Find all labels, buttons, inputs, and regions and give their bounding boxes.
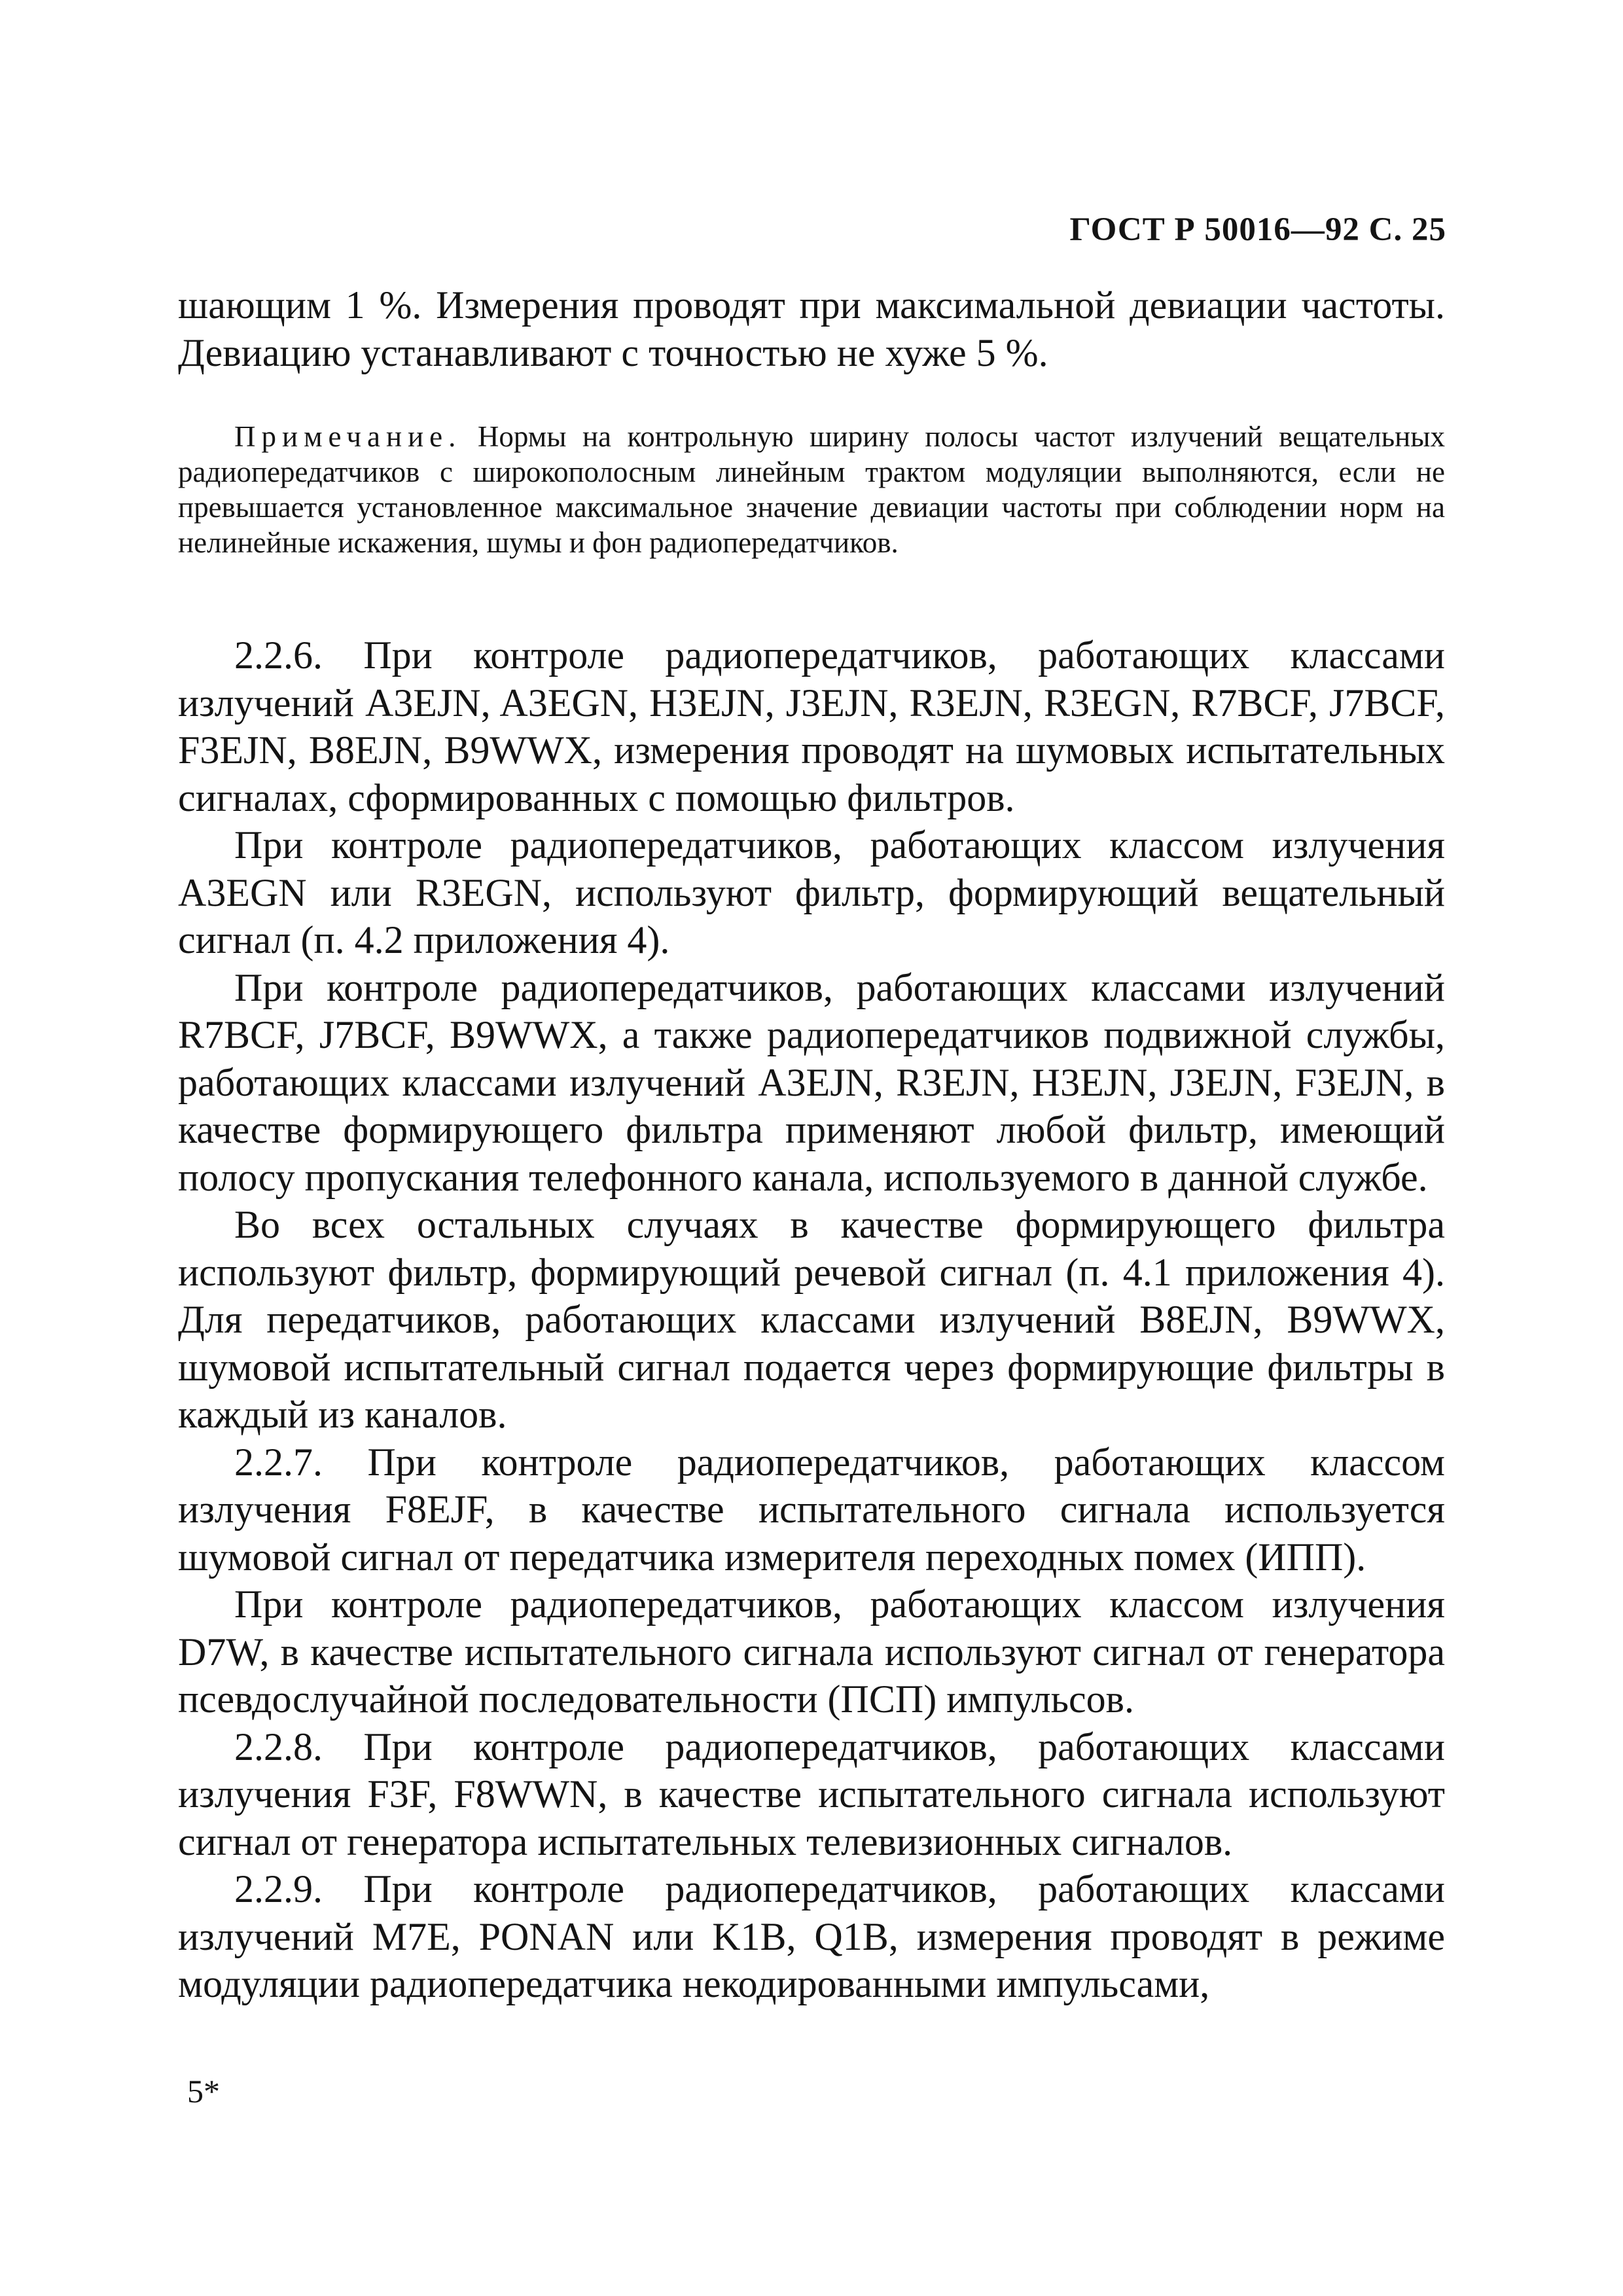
paragraph-2-2-7: 2.2.7. При контроле радиопередатчиков, работающих классом излучения F8EJF, в качестве испытательного сигнала используется шумовой сигнал от передатчика измерителя переходных помех (ИПП).: [178, 1440, 1445, 1579]
main-body: [178, 632, 1445, 2008]
paragraph-d7w: При контроле радиопередатчиков, работающих классом излучения D7W, в качестве испытательного сигнала используют сигнал от генератора псевдослучайной последовательности (ПСП) импульсов.: [178, 1583, 1445, 1721]
intro-paragraph: [178, 281, 1445, 376]
paragraph-other-cases: Во всех остальных случаях в качестве формирующего фильтра используют фильтр, формирующий речевой сигнал (п. 4.1 приложения 4). Для передатчиков, работающих классами излучений B8EJN, B9WWX, шумовой испытательный сигнал подается через формирующие фильтры в каждый из каналов.: [178, 1203, 1445, 1436]
paragraph-mobile-service-filter: При контроле радиопередатчиков, работающих классами излучений R7BCF, J7BCF, B9WWX, а также радиопередатчиков подвижной службы, работающих классами излучений A3EJN, R3EJN, H3EJN, J3EJN, F3EJN, в качестве формирующего фильтра применяют любой фильтр, имеющий полосу пропускания телефонного канала, используемого в данной службе.: [178, 965, 1445, 1199]
page-footer-mark: 5*: [187, 2073, 220, 2109]
intro-text: шающим 1 %. Измерения проводят при максимальной девиации частоты. Девиацию устанавливают с точностью не хуже 5 %.: [178, 283, 1445, 374]
note-block: [178, 419, 1445, 560]
paragraph-2-2-6: 2.2.6. При контроле радиопередатчиков, работающих классами излучений A3EJN, A3EGN, H3EJN, J3EJN, R3EJN, R3EGN, R7BCF, J7BCF, F3EJN, B8EJN, B9WWX, измерения проводят на шумовых испытательных сигналах, сформированных с помощью фильтров.: [178, 634, 1445, 819]
page-header: ГОСТ Р 50016—92 С. 25: [1069, 211, 1446, 248]
note-label: Примечание.: [234, 420, 462, 453]
paragraph-2-2-9: 2.2.9. При контроле радиопередатчиков, работающих классами излучений M7E, PONAN или K1B, Q1B, измерения проводят в режиме модуляции радиопередатчика некодированными импульсами,: [178, 1867, 1445, 2005]
note-text: Нормы на контрольную ширину полосы частот излучений вещательных радиопередатчиков с широкополосным линейным трактом модуляции выполняются, если не превышается установленное максимальное значение девиации частоты при соблюдении норм на нелинейные искажения, шумы и фон радиопередатчиков.: [178, 420, 1445, 559]
paragraph-2-2-8: 2.2.8. При контроле радиопередатчиков, работающих классами излучения F3F, F8WWN, в качестве испытательного сигнала используют сигнал от генератора испытательных телевизионных сигналов.: [178, 1725, 1445, 1863]
paragraph-a3egn-filter: При контроле радиопередатчиков, работающих классом излучения A3EGN или R3EGN, используют фильтр, формирующий вещательный сигнал (п. 4.2 приложения 4).: [178, 823, 1445, 961]
note-paragraph: [178, 419, 1445, 560]
